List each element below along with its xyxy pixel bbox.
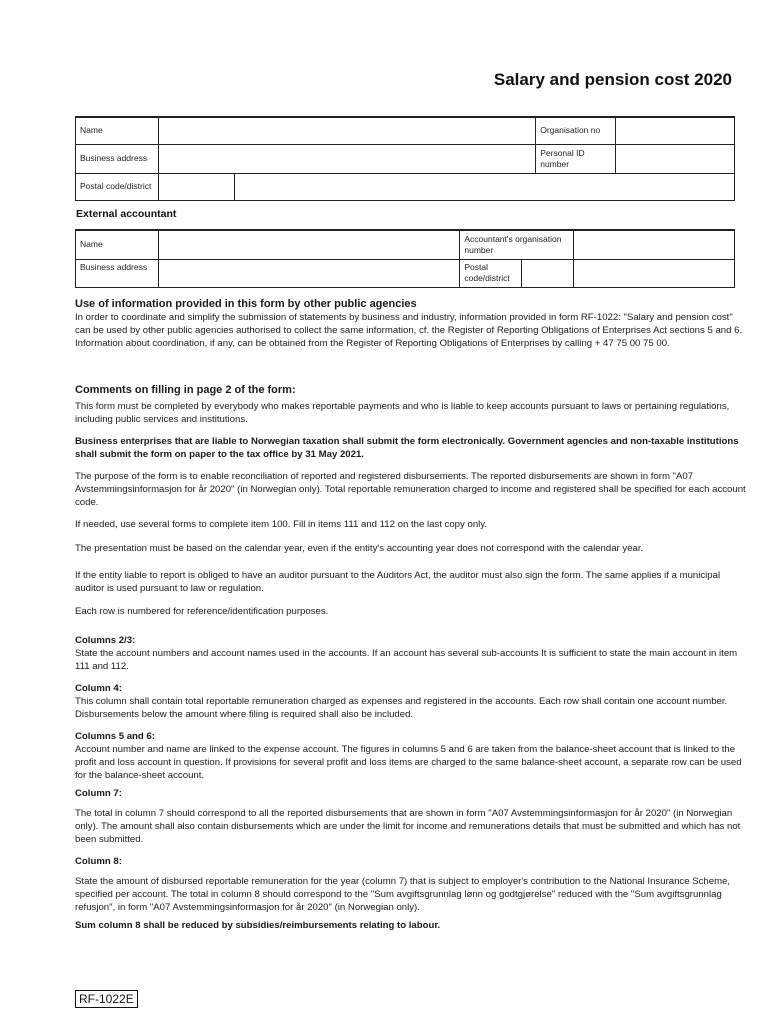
use-info-text: In order to coordinate and simplify the submission of statements by business and industry, information provided in form RF-1022: "Salary and pension cost" can be used by other public agencies authorised to collect the same information, cf. the Register of Reporting Obligations of Enterprises Act sections 5 and 6. Information about coordination, if any, can be obtained from the Register of Reporting Obligations of Enterprises by calling + 47 75 00 75 00.: [75, 312, 743, 349]
comments-title: Comments on filling in page 2 of the form:: [75, 384, 296, 396]
accountant-postal-district-field[interactable]: [574, 259, 735, 287]
page-title: Salary and pension cost 2020: [493, 70, 732, 89]
comments-p1: This form must be completed by everybody who makes reportable payments and who is liable to keep accounts pursuant to laws or pertaining regulations, including public services and institutions.: [75, 401, 730, 425]
comments-p4: If needed, use several forms to complete item 100. Fill in items 111 and 112 on the last copy only.: [75, 519, 488, 530]
company-info-table: [75, 116, 735, 201]
postal-label: Postal code/district: [76, 173, 159, 200]
column-8-text: State the amount of disbursed reportable remuneration for the year (column 7) that is subject to employer's contribution to the National Insurance Scheme, specified per account. The total in column 8 should correspond to the "Sum avgiftsgrunnlag lønn og godtgjørelse" reduced with the "Sum avgiftsgrunnlag refusjon", in form "A07 Avstemmingsinformasjon for år 2020" (in Norwegian only).: [75, 876, 731, 913]
use-info-title: Use of information provided in this form by other public agencies: [75, 298, 417, 310]
name-label: Name: [76, 117, 159, 144]
accountant-business-address-field[interactable]: [158, 259, 459, 287]
personal-id-field[interactable]: [616, 144, 735, 173]
column-4-text: This column shall contain total reportable remuneration charged as expenses and registered in the accounts. Each row shall contain one account number. Disbursements below the amount where filing is required shall also be included.: [75, 696, 728, 720]
accountant-table: [75, 229, 735, 288]
comments-p5: The presentation must be based on the calendar year, even if the entity's accounting year does not correspond with the calendar year.: [75, 543, 644, 554]
org-no-label: Organisation no: [536, 117, 616, 144]
postal-code-field[interactable]: [158, 173, 234, 200]
accountant-name-label: Name: [76, 230, 159, 259]
business-address-label: Business address: [76, 144, 159, 173]
comments-p2: Business enterprises that are liable to Norwegian taxation shall submit the form electronically. Government agencies and non-taxable institutions shall submit the form on paper to the tax office by 31 May 2021.: [75, 436, 739, 460]
accountant-org-no-field[interactable]: [574, 230, 735, 259]
external-accountant-heading: External accountant: [76, 208, 177, 220]
comments-section: [75, 384, 750, 932]
column-7-text: The total in column 7 should correspond to all the reported disbursements that are shown in form "A07 Avstemmingsinformasjon for år 2020" (in Norwegian only). The amount shall also contain disbursements which are under the limit for income and remunerations details that must be submitted and which has not been submitted.: [75, 808, 741, 845]
accountant-postal-code-field[interactable]: [522, 259, 574, 287]
accountant-business-address-label: Business address: [76, 259, 159, 287]
columns-5-6-title: Columns 5 and 6:: [75, 731, 155, 742]
accountant-postal-label: Postal code/district: [460, 259, 522, 287]
accountant-name-field[interactable]: [158, 230, 459, 259]
use-info-section: [75, 298, 750, 350]
final-note: Sum column 8 shall be reduced by subsidies/reimbursements relating to labour.: [75, 920, 441, 931]
columns-2-3-text: State the account numbers and account names used in the accounts. If an account has several sub-accounts It is sufficient to state the main account in item 111 and 112.: [75, 648, 738, 672]
comments-p7: Each row is numbered for reference/identification purposes.: [75, 606, 329, 617]
accountant-org-no-label: Accountant's organisation number: [460, 230, 574, 259]
org-no-field[interactable]: [616, 117, 735, 144]
postal-district-field[interactable]: [234, 173, 734, 200]
personal-id-label: Personal ID number: [536, 144, 616, 173]
comments-p3: The purpose of the form is to enable reconciliation of reported and registered disbursements. The reported disbursements are shown in form "A07 Avstemmingsinformasjon for år 2020" (in Norwegian only). Total reportable remuneration charged to income and registered shall be specified for each account code.: [75, 471, 746, 508]
name-field[interactable]: [158, 117, 535, 144]
column-8-title: Column 8:: [75, 856, 122, 867]
column-7-title: Column 7:: [75, 788, 122, 799]
columns-2-3-title: Columns 2/3:: [75, 635, 136, 646]
column-4-title: Column 4:: [75, 683, 122, 694]
columns-5-6-text: Account number and name are linked to the expense account. The figures in columns 5 and 6 are taken from the balance-sheet account that is linked to the profit and loss account in question. If provisions for several profit and loss items are charged to the same balance-sheet account, a separate row can be used for the balance-sheet account.: [75, 744, 742, 781]
comments-p6: If the entity liable to report is obliged to have an auditor pursuant to the Auditors Act, the auditor must also sign the form. The same applies if a municipal auditor is used pursuant to law or regulation.: [75, 570, 721, 594]
business-address-field[interactable]: [158, 144, 535, 173]
form-code: RF-1022E: [75, 990, 138, 1008]
